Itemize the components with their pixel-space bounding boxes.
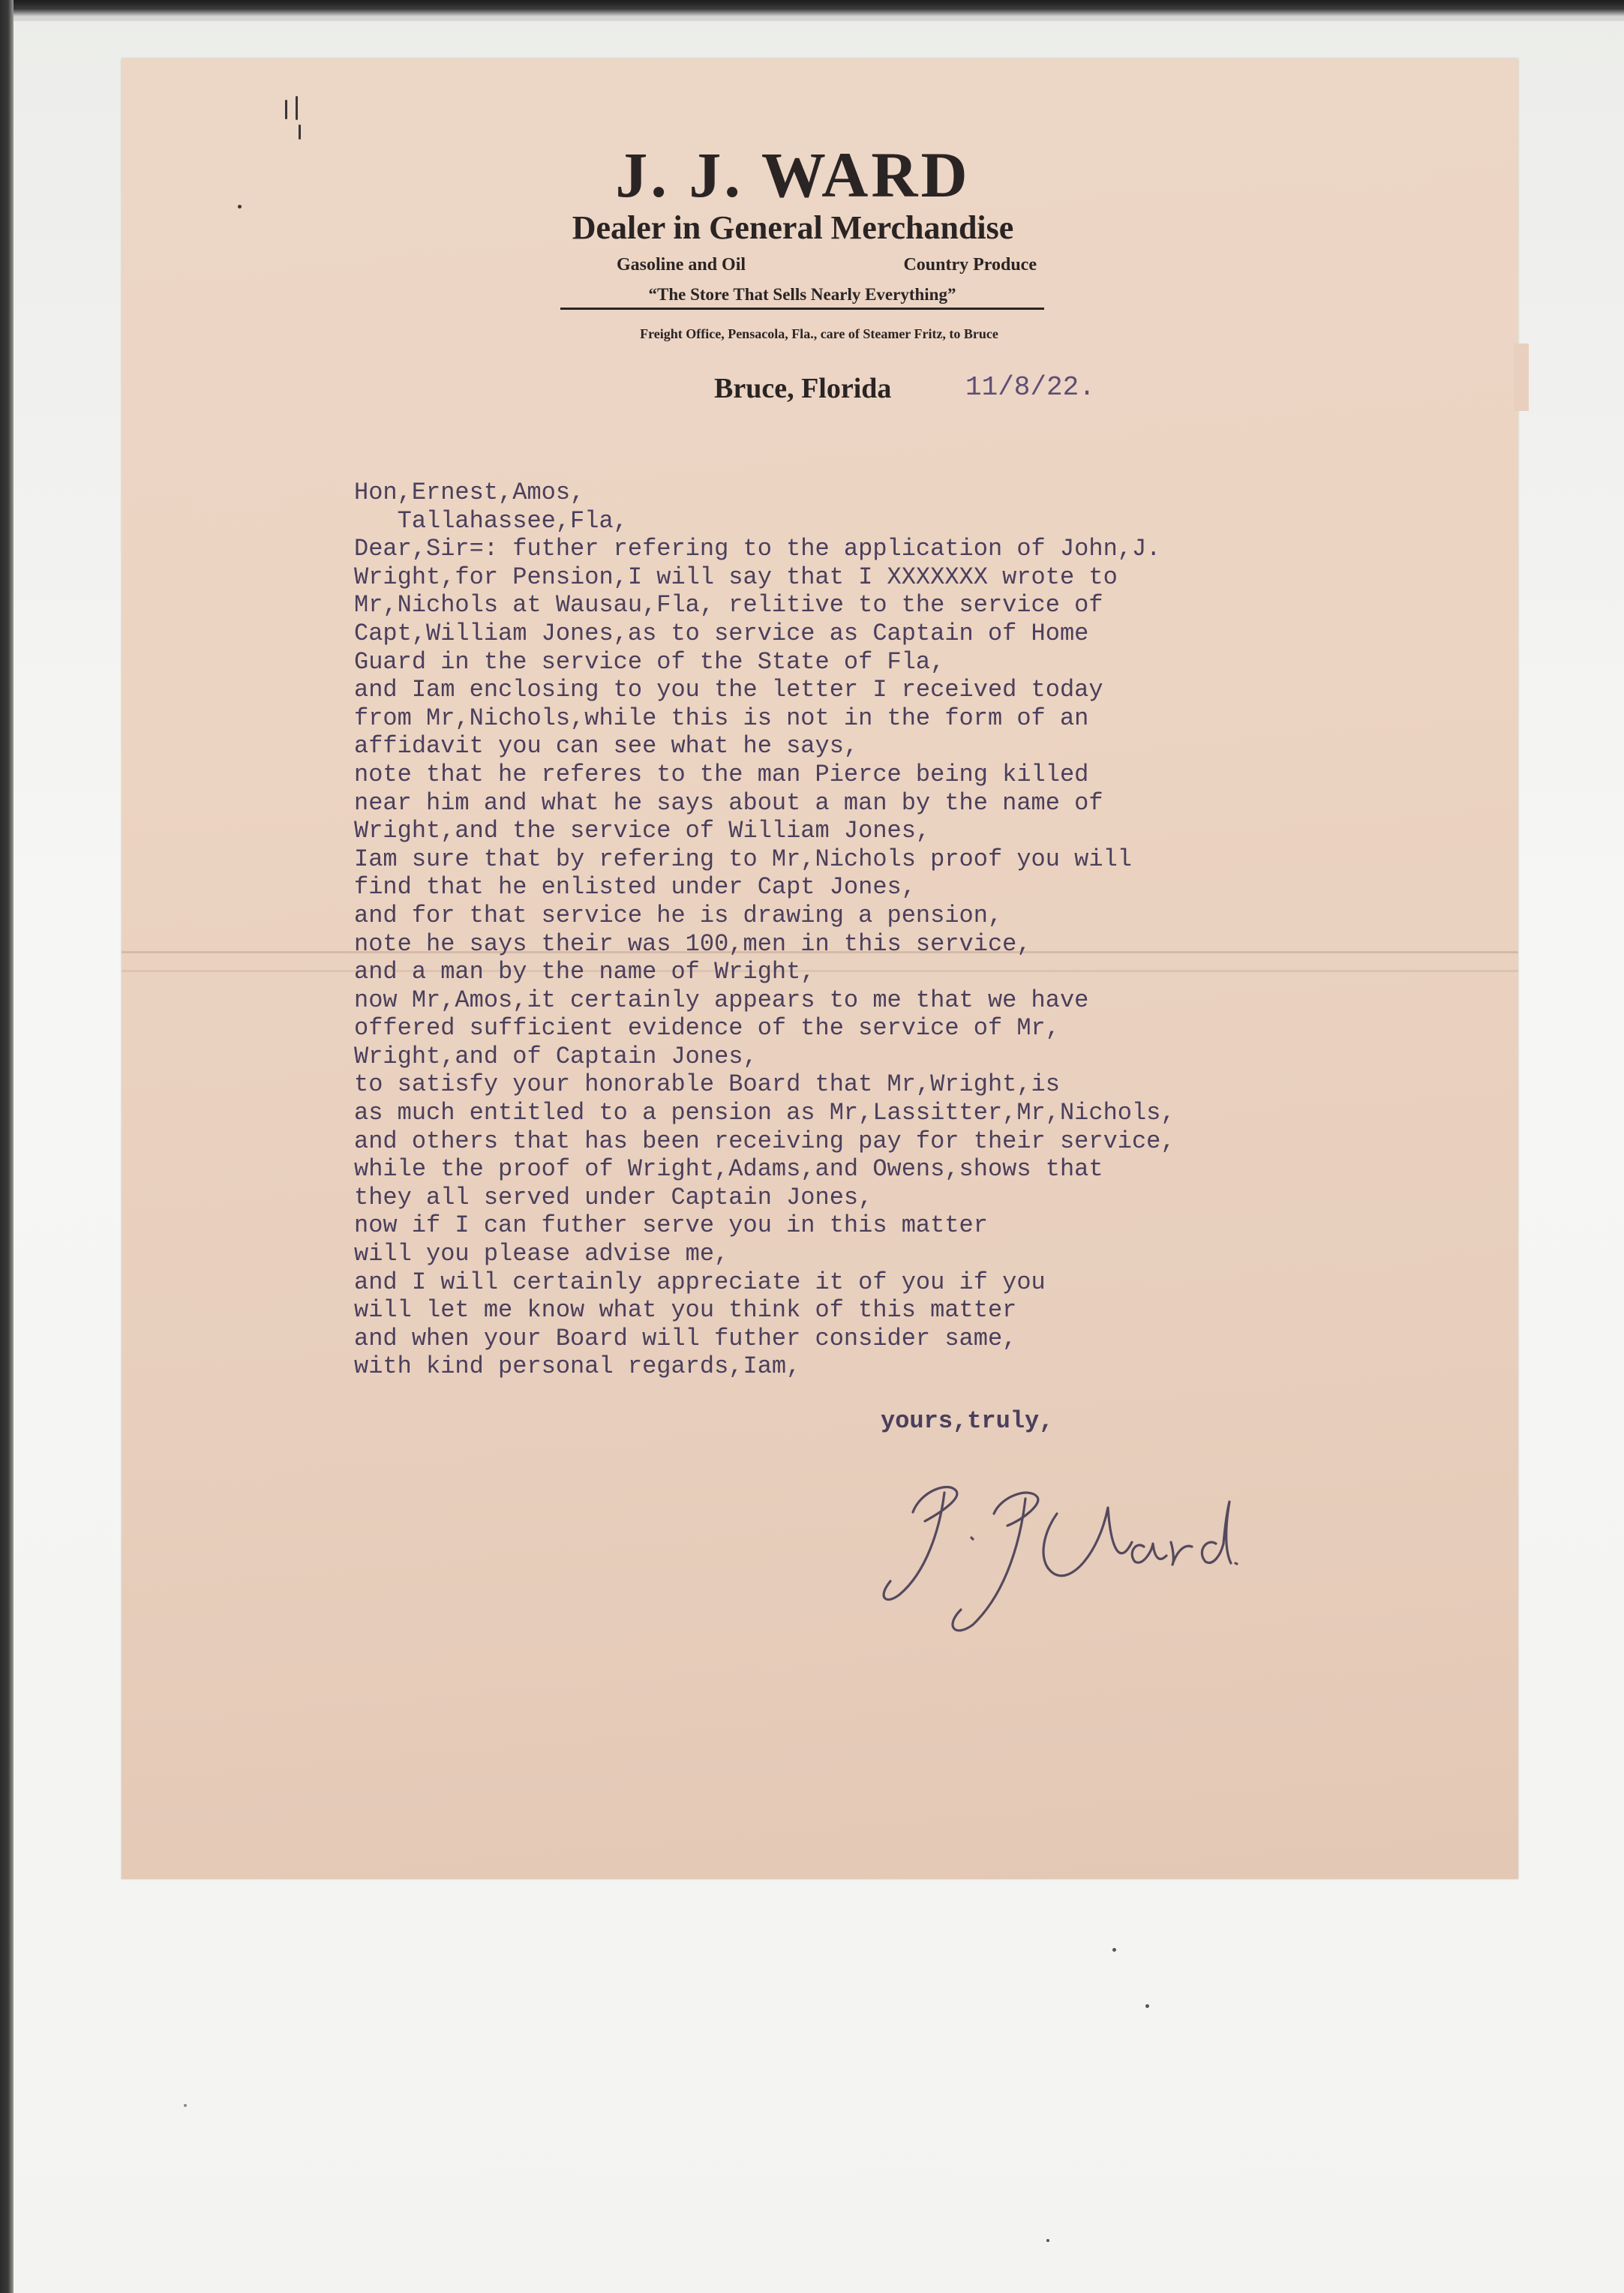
products-row (617, 255, 1037, 275)
handwritten-signature (860, 1469, 1250, 1641)
letter-line: Guard in the service of the State of Fla, (354, 647, 945, 676)
letter-place: Bruce, Florida (714, 373, 892, 404)
letter-line: now if I can futher serve you in this matter (354, 1211, 988, 1240)
letter-line: Dear,Sir=: futher refering to the application of John,J. (354, 535, 1161, 563)
letter-line: Wright,and of Captain Jones, (354, 1042, 758, 1070)
letter-line: find that he enlisted under Capt Jones, (354, 873, 916, 902)
letter-line: they all served under Captain Jones, (354, 1183, 873, 1211)
letter-line: and others that has been receiving pay for their service, (354, 1127, 1175, 1155)
scanner-edge-line (14, 17, 1624, 21)
scan-speck (1046, 2239, 1049, 2242)
letter-line: Hon,Ernest,Amos, (354, 479, 585, 506)
letter-line: Iam sure that by refering to Mr,Nichols proof you will (354, 845, 1132, 873)
letter-line: Mr,Nichols at Wausau,Fla, relitive to the service of (354, 591, 1103, 620)
letter-line: with kind personal regards,Iam, (354, 1352, 801, 1381)
freight-office: Freight Office, Pensacola, Fla., care of Steamer Fritz, to Bruce (640, 326, 998, 341)
letter-line: and when your Board will futher consider same, (354, 1324, 1017, 1352)
letter-line: and I will certainly appreciate it of you if you (354, 1268, 1046, 1296)
product-left: Gasoline and Oil (617, 255, 746, 275)
letter-line: and a man by the name of Wright, (354, 958, 815, 986)
letter-closing: yours,truly, (881, 1407, 1054, 1435)
scan-speck (1112, 1948, 1116, 1952)
letter-line: offered sufficient evidence of the service of Mr, (354, 1014, 1060, 1043)
ink-mark (296, 96, 298, 120)
letter-line: Capt,William Jones,as to service as Captain of Home (354, 619, 1089, 647)
letter-line: and for that service he is drawing a pension, (354, 901, 1003, 929)
letter-line: near him and what he says about a man by the name of (354, 788, 1103, 817)
letter-line: and Iam enclosing to you the letter I received today (354, 676, 1103, 704)
letter-line: note that he referes to the man Pierce being killed (354, 760, 1089, 788)
letter-line: will let me know what you think of this matter (354, 1296, 1017, 1325)
letter-line: Wright,and the service of William Jones, (354, 817, 931, 845)
letter-line: as much entitled to a pension as Mr,Lassitter,Mr,Nichols, (354, 1099, 1175, 1127)
letter-line: Wright,for Pension,I will say that I XXXXXXX wrote to (354, 563, 1118, 591)
scanner-edge-left (0, 0, 14, 2293)
letter-line: while the proof of Wright,Adams,and Owens,shows that (354, 1155, 1103, 1184)
letter-date: 11/8/22. (965, 372, 1095, 403)
product-right: Country Produce (903, 255, 1037, 275)
paper-tear (1514, 344, 1529, 411)
letter-paper (122, 59, 1518, 1879)
merchant-name: J. J. WARD (615, 139, 971, 211)
scanner-edge-top (0, 0, 1624, 17)
letter-line: will you please advise me, (354, 1240, 729, 1268)
letter-line: from Mr,Nichols,while this is not in the form of an (354, 704, 1089, 732)
ink-mark (285, 100, 287, 119)
scan-speck (1145, 2004, 1149, 2008)
store-slogan: “The Store That Sells Nearly Everything” (560, 285, 1044, 310)
letter-body (354, 479, 1479, 1381)
letter-line: now Mr,Amos,it certainly appears to me that we have (354, 986, 1089, 1014)
letter-line: note he says their was 100,men in this service, (354, 929, 1031, 958)
letter-line: to satisfy your honorable Board that Mr,Wright,is (354, 1070, 1060, 1099)
letter-line: Tallahassee,Fla, (354, 506, 628, 535)
scan-speck (184, 2104, 187, 2107)
business-line: Dealer in General Merchandise (572, 209, 1014, 246)
letter-line: affidavit you can see what he says, (354, 732, 859, 761)
